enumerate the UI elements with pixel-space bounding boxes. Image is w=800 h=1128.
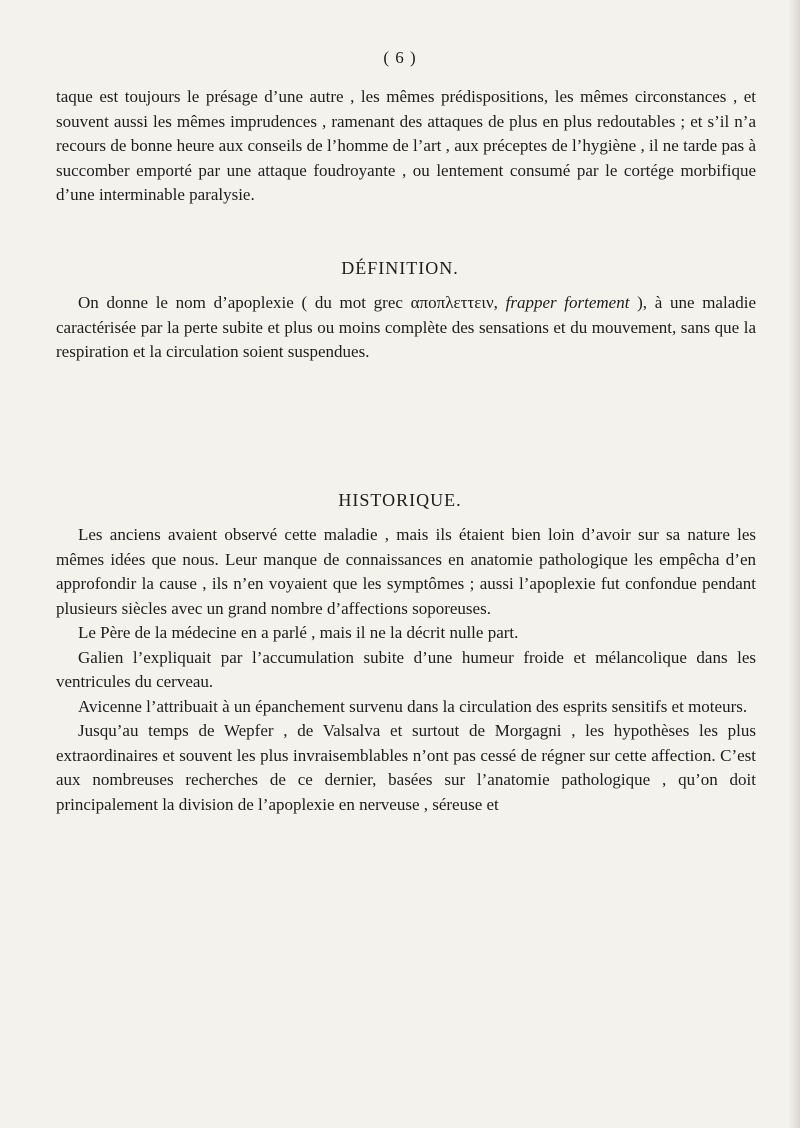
historique-paragraph: Avicenne l’attribuait à un épanchement survenu dans la circulation des esprits sensitifs et moteurs. [78, 696, 748, 716]
historique-section [56, 523, 756, 817]
historique-paragraph: Les anciens avaient observé cette maladie , mais ils étaient bien loin d’avoir sur sa nature les mêmes idées que nous. Leur manque de connaissances en anatomie pathologique les empêcha d’en approfondir la cause , ils n’en voyaient que les symptômes ; aussi l’apoplexie fut confondue pendant plusieurs siècles avec un grand nombre d’affections soporeuses. [56, 525, 756, 618]
definition-heading: DÉFINITION. [341, 258, 459, 278]
intro-paragraph [56, 85, 756, 208]
greek-word: αποπλεττειν [410, 293, 494, 312]
page-edge-shadow [788, 0, 800, 1128]
historique-paragraph: Galien l’expliquait par l’accumulation subite d’une humeur froide et mélancolique dans les ventricules du cerveau. [56, 647, 756, 691]
definition-comma: , [493, 293, 506, 312]
definition-text [56, 291, 756, 365]
translation-italic: frapper fortement [505, 293, 630, 312]
definition-text-start: On donne le nom d’apoplexie ( du mot grec [78, 293, 411, 312]
historique-paragraph: Jusqu’au temps de Wepfer , de Valsalva et surtout de Morgagni , les hypothèses les plus extraordinaires et souvent les plus invraisemblables n’ont pas cessé de régner sur cette affection. C’est aux nombreuses recherches de ce dernier, basées sur l’anatomie pathologique , qu’on doit principalement la division de l’apoplexie en nerveuse , séreuse et [56, 721, 756, 814]
definition-text-end: ), à une maladie caractérisée par la perte subite et plus ou moins complète des sensations et du mouvement, sans que la respiration et la circulation soient suspendues. [56, 293, 757, 361]
page-number: ( 6 ) [383, 48, 417, 67]
historique-paragraph: Le Père de la médecine en a parlé , mais il ne la décrit nulle part. [78, 623, 519, 642]
historique-heading: HISTORIQUE. [338, 490, 462, 510]
intro-text: taque est toujours le présage d’une autre , les mêmes prédispositions, les mêmes circonstances , et souvent aussi les mêmes imprudences , ramenant des attaques de plus en plus redoutables ; et s’il n’a recours de bonne heure aux conseils de l’homme de l’art , aux préceptes de l’hygiène , il ne tarde pas à succomber emporté par une attaque foudroyante , ou lentement consumé par le cortége morbifique d’une interminable paralysie. [56, 87, 756, 204]
definition-paragraph [56, 291, 756, 365]
